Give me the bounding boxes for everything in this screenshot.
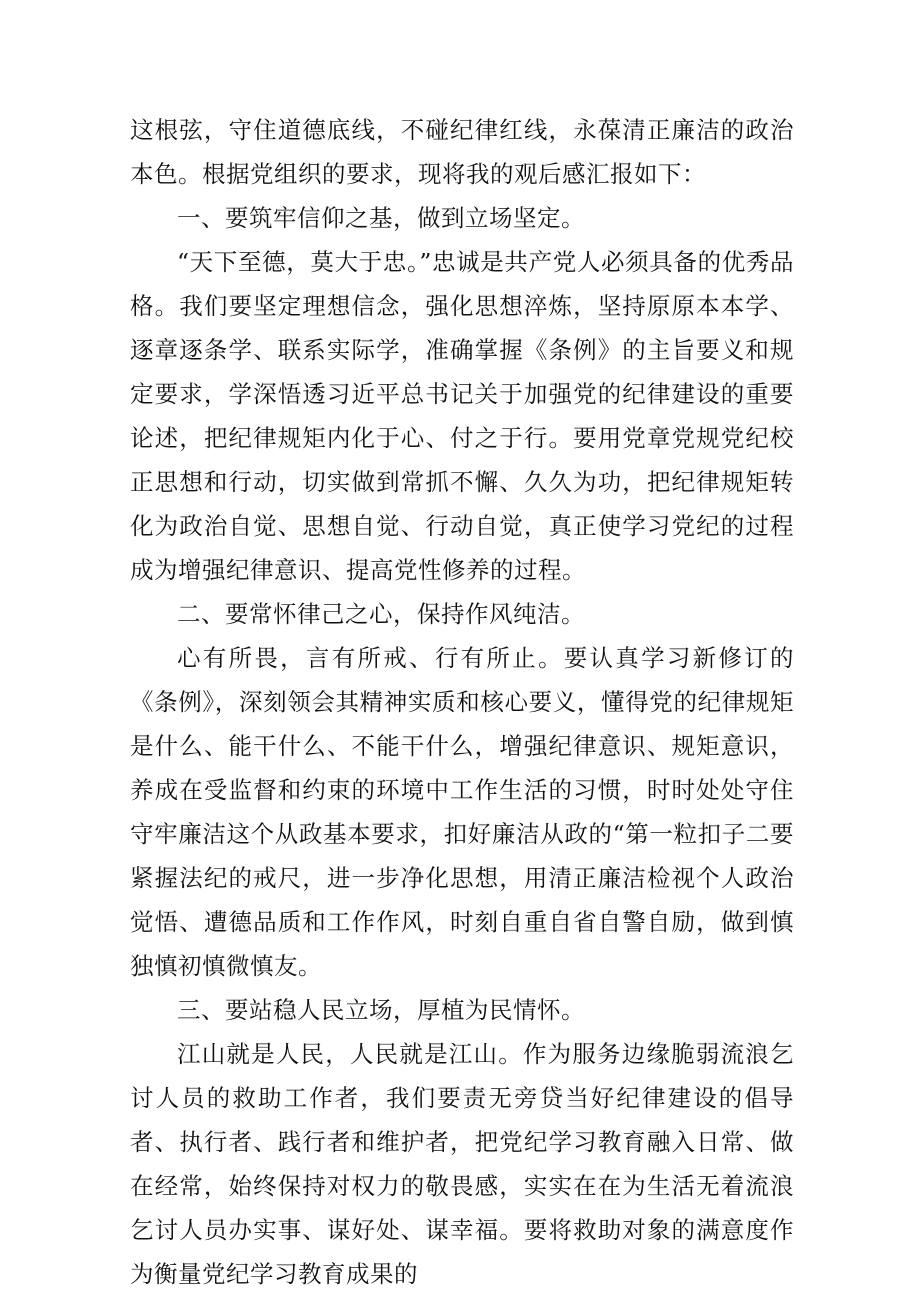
paragraph-continuation: 这根弦，守住道德底线，不碰纪律红线，永葆清正廉洁的政治本色。根据党组织的要求，现将我的观后感汇报如下： <box>130 116 794 188</box>
section-heading-two: 二、要常怀律己之心，保持作风纯洁。 <box>177 600 585 628</box>
paragraph-body: 心有所畏，言有所戒、行有所止。要认真学习新修订的《条例》，深刻领会其精神实质和核心要义，懂得党的纪律规矩是什么、能干什么、不能干什么，增强纪律意识、规矩意识，养成在受监督和约束的环境中工作生活的习惯，时时处处守住守牢廉洁这个从政基本要求，扣好廉洁从政的“第一粒扣子二要紧握法纪的戒尺，进一步净化思想，用清正廉洁检视个人政治觉悟、遭德品质和工作作风，时刻自重自省自警自励，做到慎独慎初慎微慎友。 <box>130 644 794 980</box>
document-body <box>130 108 794 1296</box>
paragraph-body: “天下至德，莫大于忠。”忠诚是共产党人必须具备的优秀品格。我们要坚定理想信念，强化思想淬炼，坚持原原本本学、逐章逐条学、联系实际学，准确掌握《条例》的主旨要义和规定要求，学深悟透习近平总书记关于加强党的纪律建设的重要论述，把纪律规矩内化于心、付之于行。要用党章党规党纪校正思想和行动，切实做到常抓不懈、久久为功，把纪律规矩转化为政治自觉、思想自觉、行动自觉，真正使学习党纪的过程成为增强纪律意识、提高党性修养的过程。 <box>130 248 794 584</box>
paragraph-body: 江山就是人民，人民就是江山。作为服务边缘脆弱流浪乞讨人员的救助工作者，我们要责无旁贷当好纪律建设的倡导者、执行者、践行者和维护者，把党纪学习教育融入日常、做在经常，始终保持对权力的敬畏感，实实在在为生活无着流浪乞讨人员办实事、谋好处、谋幸福。要将救助对象的满意度作为衡量党纪学习教育成果的 <box>130 1040 794 1288</box>
section-heading-one: 一、要筑牢信仰之基，做到立场坚定。 <box>177 204 585 232</box>
section-heading-three: 三、要站稳人民立场，厚植为民情怀。 <box>177 996 585 1024</box>
